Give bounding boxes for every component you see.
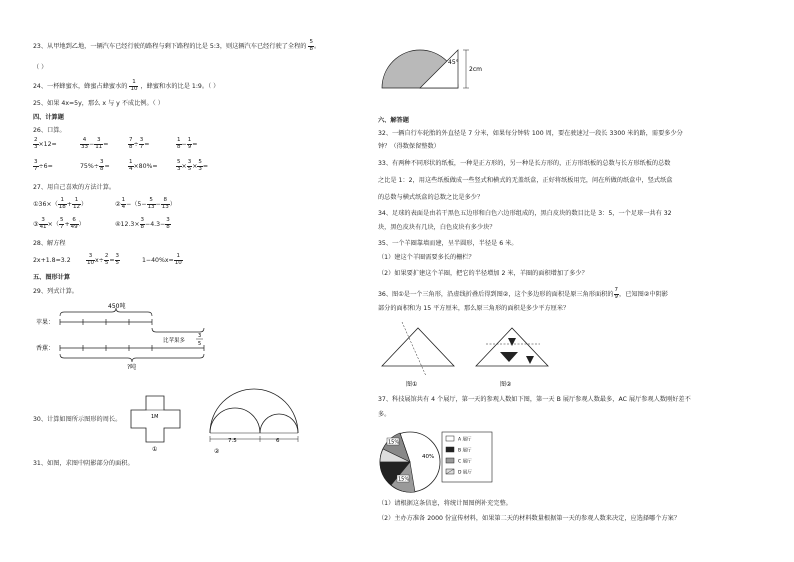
q23-text: 23、从甲地到乙地，一辆汽车已经行驶的路程与剩下路程的比是 5:3，则这辆汽车已经行驶了全程的 xyxy=(33,43,307,50)
question-33-line2: 之比是 1：2，用这些纸板做成一些竖式和横式的无盖纸盒，正好将纸板用完，问在所做的纸盒中，竖式纸盒 xyxy=(378,177,673,184)
legend-item-d: D 展厅 xyxy=(458,470,472,476)
cross-dimension-label: 1M xyxy=(151,414,159,420)
question-33-line1: 33、有两种不同形状的纸板，一种是正方形的，另一种是长方形的，正方形纸板的总数与长方形纸板的总数 xyxy=(378,160,671,167)
section-4-heading: 四、计算题 xyxy=(33,114,64,121)
oral-r2-2: 75%÷ $\frac{3}{8}$ = xyxy=(80,159,110,172)
question-32-line2: 钟？（得数保留整数） xyxy=(378,143,440,150)
q31-shaded-figure xyxy=(370,38,490,98)
q23-answer-paren: （ ） xyxy=(33,64,48,71)
q27-item-c: ③ $\frac{3}{41}$ ×（ $\frac{5}{7}$ + $\frac{6}{49}$ ） xyxy=(33,217,85,230)
question-30: 30、计算如图所示图形的周长。 xyxy=(33,416,122,423)
q36-figure-1 xyxy=(378,318,458,388)
angle-label: 45° xyxy=(448,59,459,66)
equation-2: $\frac{3}{10}$ x÷ $\frac{2}{5}$ = $\frac{3}{5}$ xyxy=(87,253,120,266)
oral-r1-1: $\frac{2}{3}$ ×12= xyxy=(34,137,57,150)
equation-3: 1−40%x= $\frac{1}{10}$ xyxy=(142,253,182,266)
question-34-line2: 块，黑色皮块有几块，白色皮块有多少块？ xyxy=(378,224,496,231)
question-25: 25、如果 4x=5y，那么 x 与 y 不成比例。（ ） xyxy=(33,100,164,107)
section-5-heading: 五、图形计算 xyxy=(33,274,71,281)
diagram-banana-label: 香蕉： xyxy=(36,345,55,352)
question-29: 29、列式计算。 xyxy=(33,288,78,295)
oral-r2-4: $\frac{5}{3}$ × $\frac{3}{5}$ × $\frac{5}{3}$ = xyxy=(177,159,209,172)
q36-figure-2 xyxy=(470,318,560,388)
question-23: 23、从甲地到乙地，一辆汽车已经行驶的路程与剩下路程的比是 5:3，则这辆汽车已经行驶了全程的 $\frac{5}{8}$ 。 xyxy=(33,39,321,52)
oral-r1-3: $\frac{7}{8}$ ÷ $\frac{3}{7}$ = xyxy=(129,137,150,150)
question-36-line2: 部分的面积和为 15 平方厘米，那么原三角形的面积是多少平方厘米？ xyxy=(378,305,570,312)
legend-item-b: B 展厅 xyxy=(458,448,472,454)
pie-label-15-bottom: 15% xyxy=(398,476,410,483)
legend-item-c: C 展厅 xyxy=(458,459,472,465)
figure-label-1: ① xyxy=(152,446,158,453)
question-34-line1: 34、足球的表面是由若干黑色五边形和白色六边形组成的，黑白皮块的数目比是 3：5，一个足球一共有 32 xyxy=(378,210,672,217)
diagram-450: 450吨 xyxy=(108,303,126,310)
diagram-bottom-label: ?吨 xyxy=(127,364,137,371)
diagram-ratio-label: 比苹果多 xyxy=(163,338,186,344)
fig36-label-2: 图② xyxy=(500,381,512,388)
question-37-part2: （2）主办方准备 2000 份宣传材料，如果第二天的材料数量根据第一天的参观人数来决定，应选择哪个方案？ xyxy=(378,515,681,522)
q27-item-d: ④12.3× $\frac{3}{8}$ −4.3− $\frac{3}{8}$ xyxy=(115,217,170,230)
q27-item-b: ② $\frac{1}{4}$ −（5− $\frac{5}{13}$ − $\frac{8}{13}$ ） xyxy=(115,197,176,210)
q23-fraction: $\frac{5}{8}$ xyxy=(309,39,313,52)
figure-label-2: ② xyxy=(214,448,220,455)
question-37-line1: 37、科技展馆共有 4 个展厅，第一天的参观人数如下图，第一天 B 展厅参观人数最多，AC 展厅参观人数刚好差不 xyxy=(378,396,691,403)
question-33-line3: 的总数与横式纸盒的总数之比是多少？ xyxy=(378,194,484,201)
question-27: 27、用自己喜欢的方法计算。 xyxy=(33,184,116,191)
fig36-label-1: 图① xyxy=(406,381,418,388)
question-35-part1: （1）建这个羊圈需要多长的栅栏？ xyxy=(378,254,475,261)
question-31: 31、如图，求图中阴影部分的面积。 xyxy=(33,460,134,467)
oral-r2-1: $\frac{3}{7}$ ÷6= xyxy=(34,159,53,172)
question-24: 24、一杯蜂蜜水，蜂蜜占蜂蜜水的 $\frac{1}{10}$ ，蜂蜜和水的比是 1:9。（ ） xyxy=(33,79,220,92)
pie-label-40: 40% xyxy=(422,454,435,460)
question-36-line1: 36、图①是一个三角形，沿虚线折叠后得到图②，这个多边形的面积是原三角形面积的 $\frac{7}{9}$ ，已知图②中阴影 xyxy=(378,287,668,300)
q30-semicircle-figure xyxy=(204,385,304,455)
q24-fraction: $\frac{1}{10}$ xyxy=(130,79,138,92)
question-28: 28、解方程 xyxy=(33,240,66,247)
length-label: 2cm xyxy=(469,66,482,73)
q27-item-a: ①36×（ $\frac{1}{18}$ + $\frac{1}{12}$ ） xyxy=(33,197,88,210)
question-32-line1: 32、一辆自行车轮胎的外直径是 7 分米，如果每分钟转 100 周，要在驶速过一段长 3300 米的路，需要多少分 xyxy=(378,130,683,137)
question-35: 35、一个羊圈靠墙而建，呈半圆形，半径是 6 米。 xyxy=(378,240,518,247)
question-37-line2: 多。 xyxy=(378,411,391,418)
q30-cross-figure xyxy=(128,388,188,452)
segment-length-2: 6 xyxy=(276,438,280,444)
segment-length-1: 7.5 xyxy=(228,438,237,444)
diagram-ratio-den: 5 xyxy=(198,341,202,347)
question-37-part1: （1）请根据这条信息，将统计图图例补充完整。 xyxy=(378,500,512,507)
oral-r2-3: $\frac{1}{4}$ ×80%= xyxy=(129,159,158,172)
equation-1: 2x+1.8=3.2 xyxy=(33,257,71,264)
q37-pie-chart xyxy=(370,422,550,502)
question-35-part2: （2）如果要扩建这个羊圈，把它的半径增加 2 米，羊圈的面积增加了多少？ xyxy=(378,270,588,277)
diagram-apple-label: 苹果： xyxy=(36,319,55,326)
oral-r1-2: $\frac{4}{33}$ − $\frac{3}{11}$ = xyxy=(81,137,109,150)
legend-item-a: A 展厅 xyxy=(458,437,472,443)
diagram-ratio-num: 3 xyxy=(198,333,202,339)
question-26: 26、口算。 xyxy=(33,127,66,134)
section-6-heading: 六、解答题 xyxy=(378,117,409,124)
q29-segment-diagram xyxy=(30,300,230,372)
pie-label-15-top: 15% xyxy=(388,439,400,446)
oral-r1-4: $\frac{1}{8}$ − $\frac{1}{9}$ = xyxy=(177,137,198,150)
